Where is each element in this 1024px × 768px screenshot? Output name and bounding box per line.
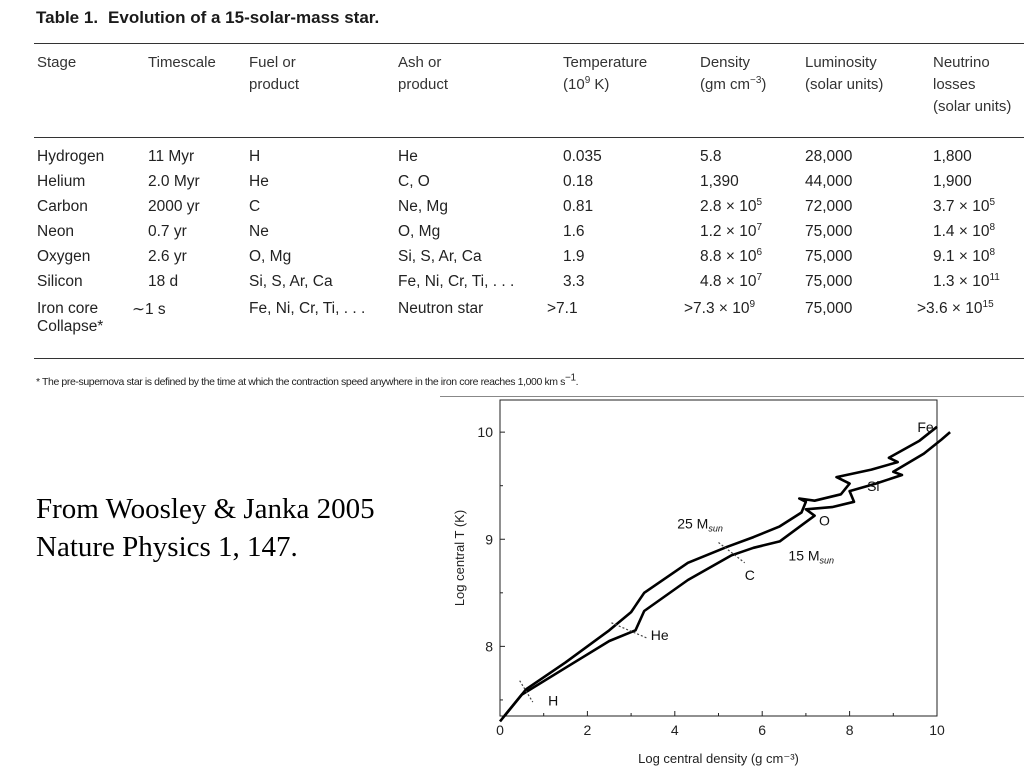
header-rule [34, 137, 1024, 138]
cell-temperature: 3.3 [563, 273, 585, 290]
series-name: 25 $M_{sun}$ [677, 515, 723, 534]
cell-luminosity: 75,000 [805, 248, 853, 265]
x-tick-label: 4 [670, 722, 679, 738]
cell-fuel: Si, S, Ar, Ca [249, 273, 333, 290]
x-tick-label: 10 [929, 722, 945, 738]
cell-ash: He [398, 148, 418, 165]
cell-timescale: 2.0 Myr [148, 173, 200, 190]
header-ash: Ash or product [398, 54, 449, 93]
cell-density: $8.8 \times 10^6$ [700, 246, 763, 265]
cell-luminosity: 75,000 [805, 300, 853, 317]
table-row [0, 223, 1024, 248]
table-footnote: * The pre-supernova star is defined by the time at which the contraction speed anywhere in the iron core reaches 1,000 km $s^{-1}$. [36, 372, 579, 388]
cell-neutrino: $9.1 \times 10^8$ [933, 246, 996, 265]
source-citation: From Woosley & Janka 2005 Nature Physics 1, 147. [36, 493, 375, 563]
cell-stage: Silicon [37, 273, 83, 290]
table-row [0, 173, 1024, 198]
header-stage: Stage [37, 54, 77, 71]
cell-neutrino: $3.7 \times 10^5$ [933, 196, 996, 215]
series-line-1 [500, 432, 950, 721]
stage-label: Si [867, 478, 880, 495]
cell-stage: Oxygen [37, 248, 91, 265]
cell-timescale: 0.7 yr [148, 223, 187, 240]
x-axis-label: Log central density (g cm⁻³) [638, 751, 799, 766]
cell-timescale: 2.6 yr [148, 248, 187, 265]
stage-label: Fe [917, 419, 934, 436]
cell-density: $4.8 \times 10^7$ [700, 271, 763, 290]
cell-luminosity: 75,000 [805, 273, 853, 290]
table-title [36, 8, 379, 28]
table-row [0, 248, 1024, 273]
cell-fuel: He [249, 173, 269, 190]
cell-density: $1.2 \times 10^7$ [700, 221, 763, 240]
cell-neutrino: $1.3 \times 10^{11}$ [933, 271, 1000, 290]
table-number: Table 1. [36, 8, 99, 27]
cell-stage: Neon [37, 223, 75, 240]
cell-density: $>7.3 \times 10^9$ [684, 298, 756, 317]
stage-label: C [744, 566, 755, 583]
cell-fuel: O, Mg [249, 248, 292, 265]
cell-stage: Carbon [37, 198, 88, 215]
x-tick-label: 8 [845, 722, 854, 738]
cell-ash: O, Mg [398, 223, 441, 240]
cell-fuel: H [249, 148, 261, 165]
cell-timescale: ∼1 s [132, 301, 166, 318]
cell-density: 1,390 [700, 173, 739, 190]
cell-timescale: 18 d [148, 273, 179, 290]
cell-stage: Hydrogen [37, 148, 105, 165]
cell-density: $2.8 \times 10^5$ [700, 196, 763, 215]
density-temperature-chart [440, 392, 1000, 768]
cell-luminosity: 28,000 [805, 148, 853, 165]
table-row [0, 273, 1024, 298]
header-temperature: Temperature ($10^9$ K) [563, 54, 648, 93]
stage-label: O [819, 512, 830, 529]
cell-temperature: 0.18 [563, 173, 594, 190]
y-tick-label: 10 [477, 424, 493, 441]
y-tick-label: 9 [485, 531, 493, 548]
table-row-iron-core [0, 298, 1024, 335]
cell-timescale: 2000 yr [148, 198, 200, 215]
cell-neutrino: $1.4 \times 10^8$ [933, 221, 996, 240]
y-axis-label: Log central T (K) [452, 509, 467, 607]
stage-label: H [548, 692, 559, 709]
x-tick-label: 0 [496, 722, 504, 738]
cell-stage: Iron core Collapse* [37, 300, 104, 335]
table-row [0, 198, 1024, 223]
cell-stage: Helium [37, 173, 86, 190]
cell-neutrino: 1,800 [933, 148, 972, 165]
cell-neutrino: $>3.6 \times 10^{15}$ [917, 298, 994, 317]
x-tick-label: 2 [583, 722, 592, 738]
cell-ash: Neutron star [398, 300, 484, 317]
cell-luminosity: 75,000 [805, 223, 853, 240]
cell-fuel: C [249, 198, 261, 215]
table-caption: Evolution of a 15-solar-mass star. [108, 8, 380, 27]
series-line-0 [504, 427, 937, 716]
table-bottom-rule [34, 358, 1024, 359]
burning-stage-mark [611, 623, 646, 638]
cell-luminosity: 44,000 [805, 173, 853, 190]
table-row [0, 148, 1024, 173]
header-timescale: Timescale [148, 54, 216, 71]
cell-temperature: 1.6 [563, 223, 585, 240]
series-name: 15 $M_{sun}$ [788, 547, 835, 566]
cell-fuel: Ne [249, 223, 269, 240]
cell-neutrino: 1,900 [933, 173, 972, 190]
cell-temperature: 0.035 [563, 148, 602, 165]
y-tick-label: 8 [485, 638, 493, 655]
stage-label: He [650, 626, 669, 643]
cell-ash: Si, S, Ar, Ca [398, 248, 482, 265]
header-fuel: Fuel or product [249, 54, 300, 93]
header-neutrino: Neutrino losses (solar units) [933, 54, 1012, 115]
cell-temperature: >7.1 [547, 300, 578, 317]
cell-ash: Fe, Ni, Cr, Ti, . . . [398, 273, 515, 290]
cell-luminosity: 72,000 [805, 198, 853, 215]
table-top-rule [34, 43, 1024, 44]
cell-temperature: 0.81 [563, 198, 594, 215]
header-density: Density (gm $cm^{-3}$) [700, 54, 767, 93]
cell-ash: C, O [398, 173, 430, 190]
cell-density: 5.8 [700, 148, 722, 165]
cell-timescale: 11 Myr [148, 148, 195, 165]
cell-temperature: 1.9 [563, 248, 585, 265]
header-luminosity: Luminosity (solar units) [805, 54, 884, 93]
burning-stage-mark [520, 681, 533, 702]
cell-fuel: Fe, Ni, Cr, Ti, . . . [249, 300, 366, 317]
x-tick-label: 6 [758, 722, 767, 738]
cell-ash: Ne, Mg [398, 198, 448, 215]
